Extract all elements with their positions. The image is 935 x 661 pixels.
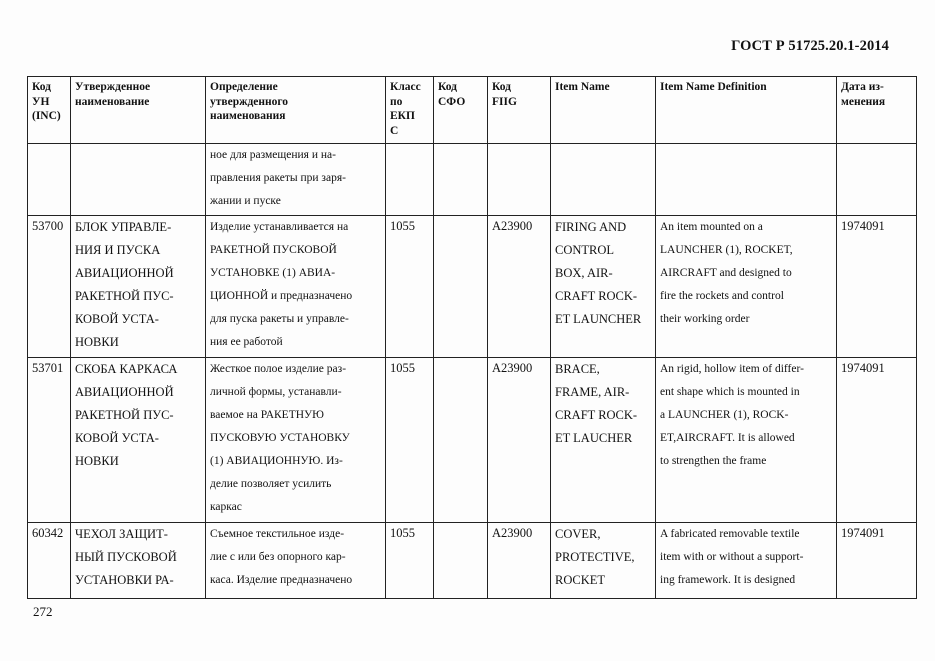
cell-item-name: FIRING AND CONTROL BOX, AIR- CRAFT ROCK- ET LAUNCHER <box>551 216 656 358</box>
cell-inc <box>28 144 71 216</box>
cell-class: 1055 <box>386 358 434 523</box>
cell-inc: 60342 <box>28 523 71 599</box>
cell-definition: ное для размещения и на- правления ракеты при заря- жании и пуске <box>206 144 386 216</box>
cell-class: 1055 <box>386 523 434 599</box>
table-row <box>28 358 917 523</box>
cell-date: 1974091 <box>837 523 917 599</box>
cell-fiig <box>488 144 551 216</box>
cell-date: 1974091 <box>837 358 917 523</box>
gost-table <box>27 76 917 599</box>
cell-item-definition <box>656 144 837 216</box>
page-number: 272 <box>33 604 53 619</box>
table-row <box>28 216 917 358</box>
col-header-fiig: Код FIIG <box>488 77 551 144</box>
cell-item-definition: A fabricated removable textile item with or without a support- ing framework. It is designed <box>656 523 837 599</box>
cell-definition: Изделие устанавливается на РАКЕТНОЙ ПУСКОВОЙ УСТАНОВКЕ (1) АВИА- ЦИОННОЙ и предназначено для пуска ракеты и управле- ния ее работой <box>206 216 386 358</box>
cell-inc: 53701 <box>28 358 71 523</box>
cell-name: СКОБА КАРКАСА АВИАЦИОННОЙ РАКЕТНОЙ ПУС- КОВОЙ УСТА- НОВКИ <box>71 358 206 523</box>
cell-item-name: COVER, PROTECTIVE, ROCKET <box>551 523 656 599</box>
col-header-item-definition: Item Name Definition <box>656 77 837 144</box>
table-row <box>28 523 917 599</box>
cell-fiig: A23900 <box>488 523 551 599</box>
cell-class <box>386 144 434 216</box>
cell-item-name: BRACE, FRAME, AIR- CRAFT ROCK- ET LAUCHER <box>551 358 656 523</box>
cell-sfo <box>434 523 488 599</box>
cell-definition: Жесткое полое изделие раз- личной формы, устанавли- ваемое на РАКЕТНУЮ ПУСКОВУЮ УСТАНОВКУ (1) АВИАЦИОННУЮ. Из- делие позволяет усилить каркас <box>206 358 386 523</box>
cell-item-definition: An item mounted on a LAUNCHER (1), ROCKET, AIRCRAFT and designed to fire the rockets and control their working order <box>656 216 837 358</box>
cell-item-name <box>551 144 656 216</box>
table-row <box>28 144 917 216</box>
cell-item-definition: An rigid, hollow item of differ- ent shape which is mounted in a LAUNCHER (1), ROCK- ET,AIRCRAFT. It is allowed to strengthen the frame <box>656 358 837 523</box>
cell-name: БЛОК УПРАВЛЕ- НИЯ И ПУСКА АВИАЦИОННОЙ РАКЕТНОЙ ПУС- КОВОЙ УСТА- НОВКИ <box>71 216 206 358</box>
cell-inc: 53700 <box>28 216 71 358</box>
cell-sfo <box>434 216 488 358</box>
table-header-row <box>28 77 917 144</box>
cell-name <box>71 144 206 216</box>
col-header-class: Класс по ЕКП С <box>386 77 434 144</box>
col-header-date: Дата из- менения <box>837 77 917 144</box>
cell-date <box>837 144 917 216</box>
cell-definition: Съемное текстильное изде- лие с или без опорного кар- каса. Изделие предназначено <box>206 523 386 599</box>
col-header-sfo: Код СФО <box>434 77 488 144</box>
cell-fiig: A23900 <box>488 216 551 358</box>
col-header-item-name: Item Name <box>551 77 656 144</box>
cell-name: ЧЕХОЛ ЗАЩИТ- НЫЙ ПУСКОВОЙ УСТАНОВКИ РА- <box>71 523 206 599</box>
document-title: ГОСТ Р 51725.20.1-2014 <box>731 38 889 54</box>
cell-date: 1974091 <box>837 216 917 358</box>
cell-sfo <box>434 358 488 523</box>
col-header-approved-name: Утвержденное наименование <box>71 77 206 144</box>
col-header-definition: Определение утвержденного наименования <box>206 77 386 144</box>
cell-fiig: A23900 <box>488 358 551 523</box>
cell-sfo <box>434 144 488 216</box>
cell-class: 1055 <box>386 216 434 358</box>
col-header-inc: Код УН (INC) <box>28 77 71 144</box>
